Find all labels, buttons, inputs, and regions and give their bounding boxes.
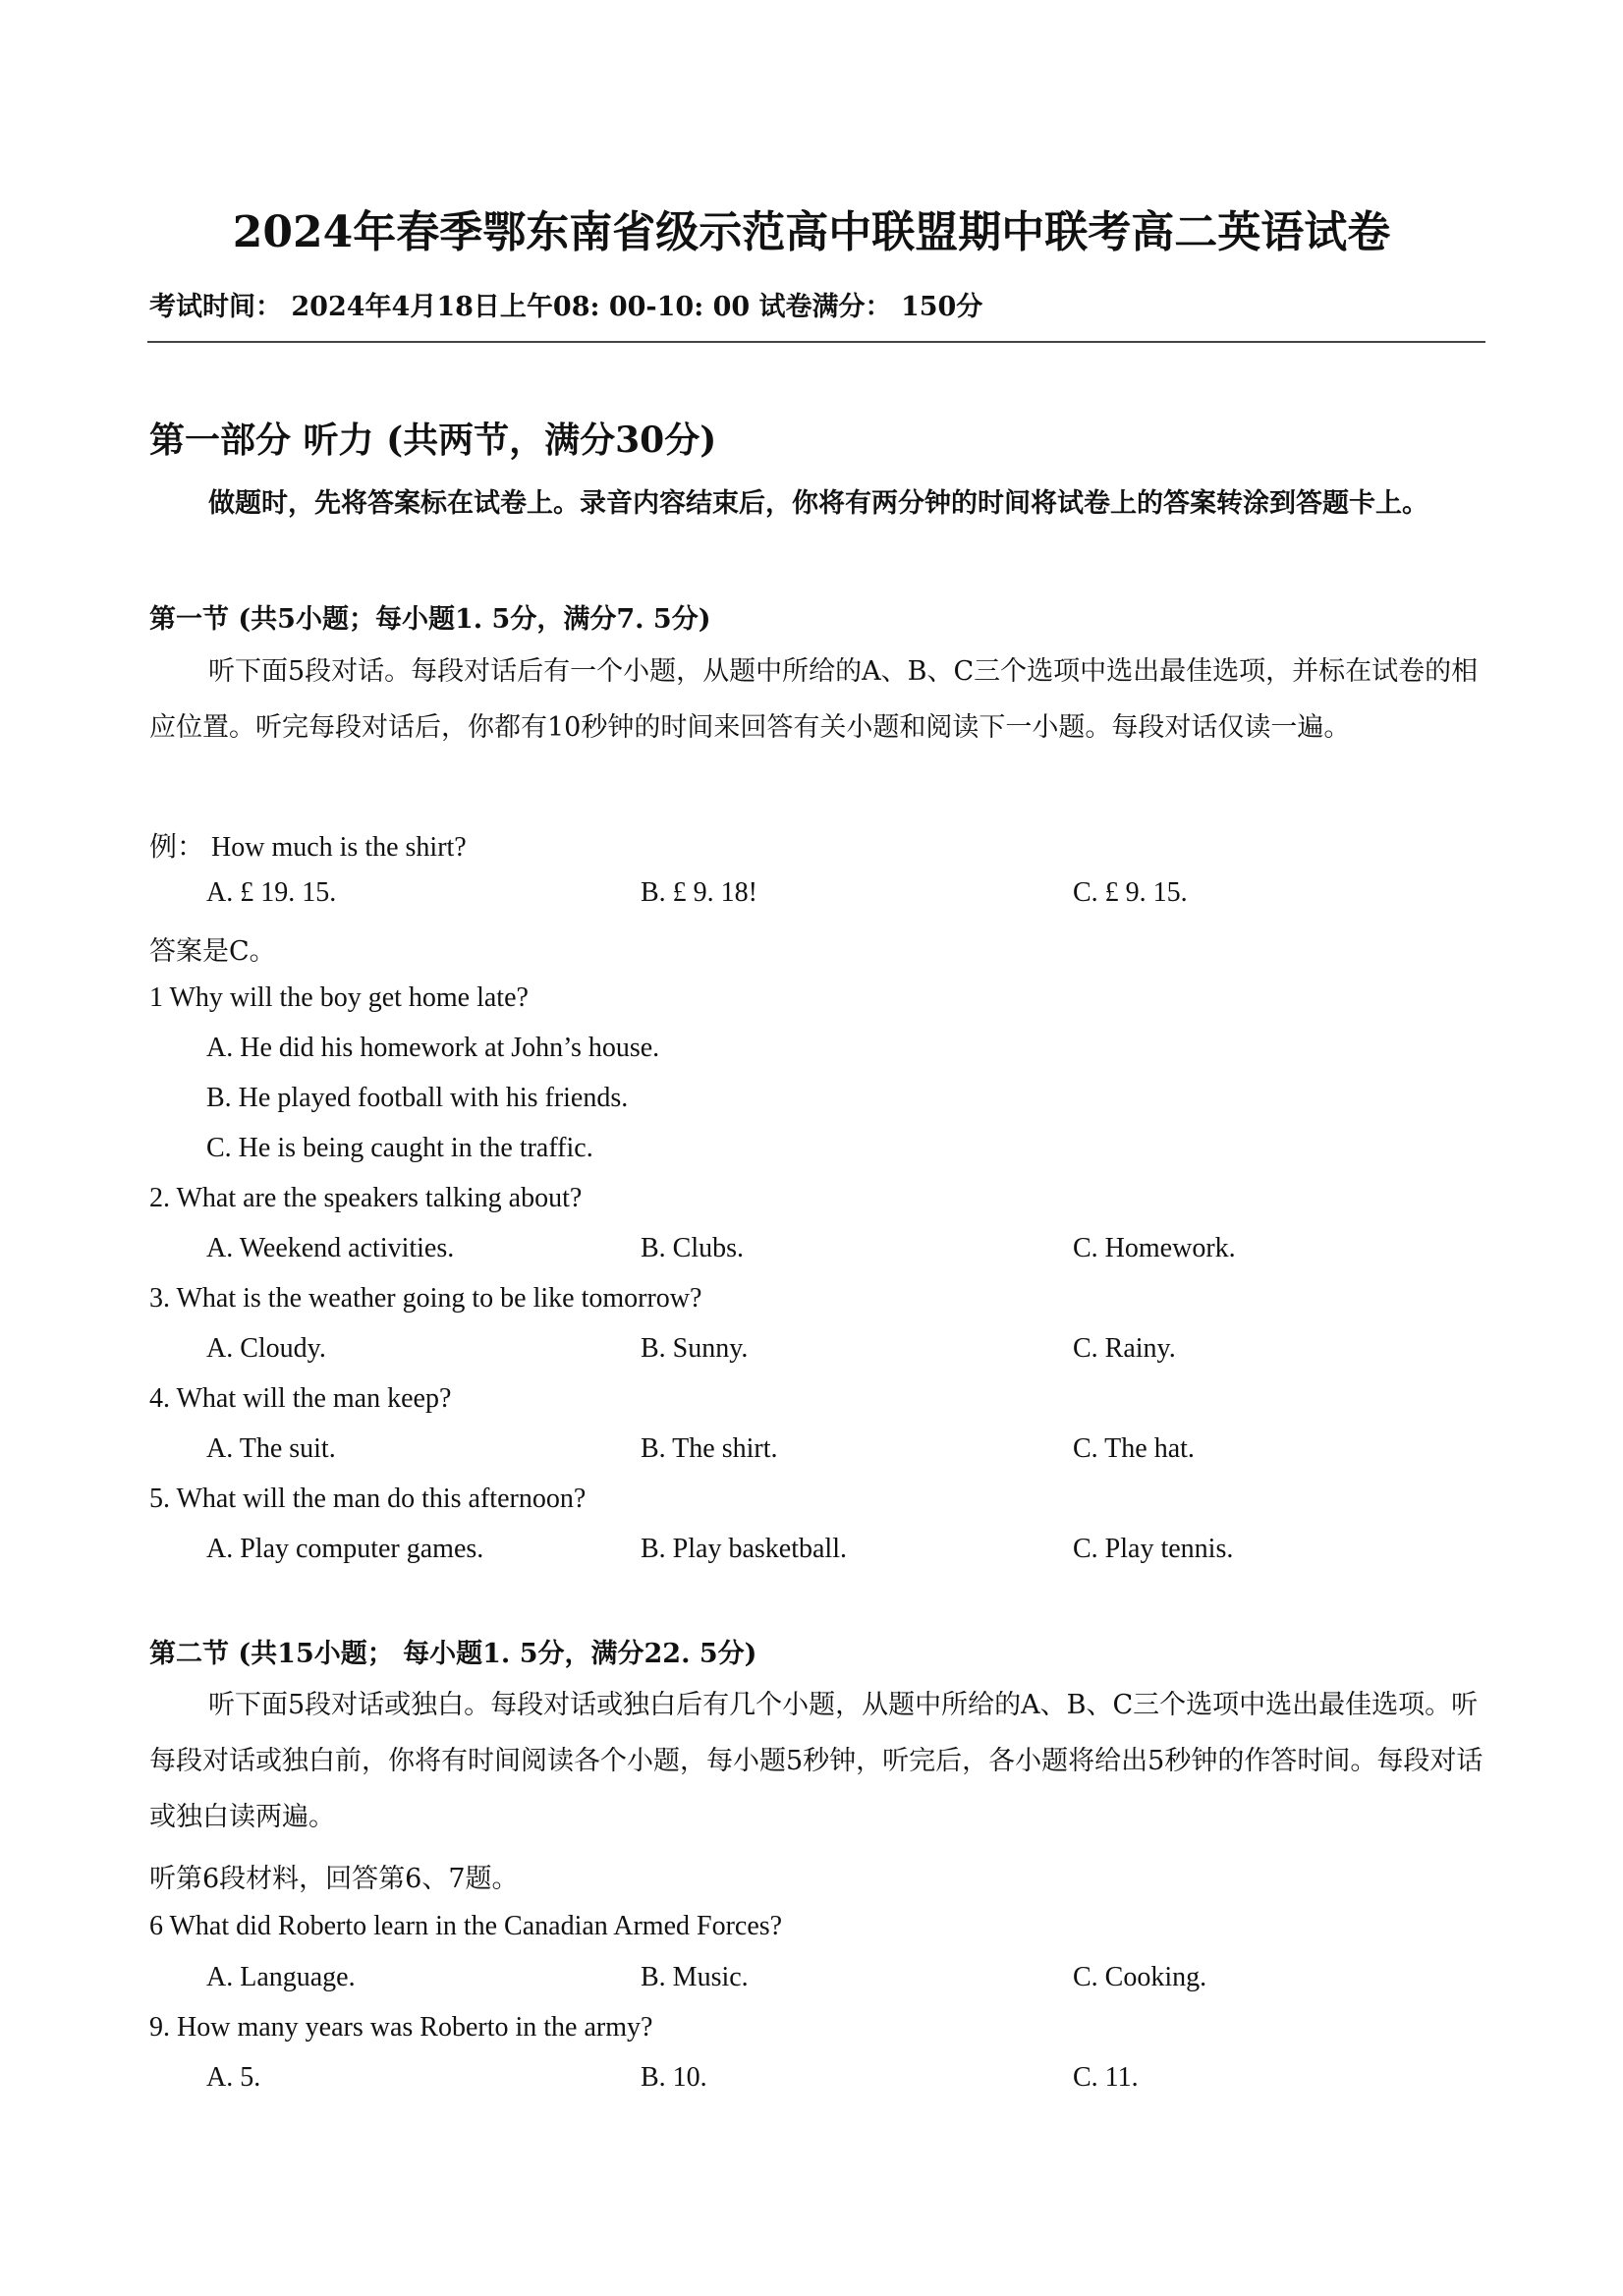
question-4-option-b: B. The shirt. [641, 1433, 778, 1464]
question-1-option-c: C. He is being caught in the traffic. [206, 1133, 593, 1163]
question-9-option-a: A. 5. [206, 2062, 261, 2093]
question-3-option-b: B. Sunny. [641, 1333, 749, 1364]
question-1-option-b: B. He played football with his friends. [206, 1083, 629, 1113]
question-4-option-a: A. The suit. [206, 1433, 336, 1464]
example-option-a: A. £ 19. 15. [206, 877, 337, 908]
question-6-option-b: B. Music. [641, 1962, 749, 1992]
question-3-option-c: C. Rainy. [1073, 1333, 1176, 1364]
question-4-stem: 4. What will the man keep? [149, 1383, 452, 1414]
question-9-option-b: B. 10. [641, 2062, 707, 2093]
question-5-option-c: C. Play tennis. [1073, 1534, 1234, 1564]
question-5-option-a: A. Play computer games. [206, 1534, 484, 1564]
question-2-option-a: A. Weekend activities. [206, 1233, 455, 1263]
exam-info: 考试时间： 2024年4月18日上午08: 00-10: 00 试卷满分： 150分 [149, 292, 983, 322]
example-option-b: B. £ 9. 18! [641, 877, 757, 908]
part1-instruction: 做题时，先将答案标在试卷上。录音内容结束后，你将有两分钟的时间将试卷上的答案转涂到答题卡上。 [208, 488, 1428, 519]
material-note: 听第6段材料，回答第6、7题。 [149, 1864, 519, 1894]
example-answer: 答案是C。 [149, 936, 276, 967]
part1-heading: 第一部分 听力 (共两节，满分30分) [149, 420, 717, 461]
question-4-option-c: C. The hat. [1073, 1433, 1195, 1464]
question-6-option-a: A. Language. [206, 1962, 356, 1992]
exam-title: 2024年春季鄂东南省级示范高中联盟期中联考高二英语试卷 [232, 207, 1391, 257]
section2-heading: 第二节 (共15小题； 每小题1. 5分，满分22. 5分) [149, 1639, 757, 1669]
question-3-stem: 3. What is the weather going to be like tomorrow? [149, 1283, 702, 1314]
question-3-option-a: A. Cloudy. [206, 1333, 326, 1364]
question-9-option-c: C. 11. [1073, 2062, 1139, 2093]
question-6-stem: 6 What did Roberto learn in the Canadian Armed Forces? [149, 1911, 783, 1941]
question-6-option-c: C. Cooking. [1073, 1962, 1207, 1992]
question-2-option-b: B. Clubs. [641, 1233, 745, 1263]
section2-instruction: 听下面5段对话或独白。每段对话或独白后有几个小题，从题中所给的A、B、C三个选项中选出最佳选项。听每段对话或独白前，你将有时间阅读各个小题，每小题5秒钟，听完后，各小题将给出5秒钟的作答时间。每段对话或独白读两遍。 [149, 1690, 1483, 1832]
question-1-option-a: A. He did his homework at John’s house. [206, 1033, 660, 1063]
question-5-option-b: B. Play basketball. [641, 1534, 847, 1564]
question-2-option-c: C. Homework. [1073, 1233, 1236, 1263]
question-9-stem: 9. How many years was Roberto in the army? [149, 2012, 653, 2043]
question-1-stem: 1 Why will the boy get home late? [149, 982, 529, 1013]
question-5-stem: 5. What will the man do this afternoon? [149, 1484, 587, 1514]
section1-instruction: 听下面5段对话。每段对话后有一个小题，从题中所给的A、B、C三个选项中选出最佳选项，并标在试卷的相应位置。听完每段对话后，你都有10秒钟的时间来回答有关小题和阅读下一小题。每段对话仅读一遍。 [149, 656, 1479, 743]
header-divider [147, 341, 1485, 343]
question-2-stem: 2. What are the speakers talking about? [149, 1183, 583, 1213]
example-option-c: C. £ 9. 15. [1073, 877, 1188, 908]
example-question: 例： How much is the shirt? [149, 832, 467, 863]
section1-heading: 第一节 (共5小题；每小题1. 5分，满分7. 5分) [149, 604, 711, 635]
